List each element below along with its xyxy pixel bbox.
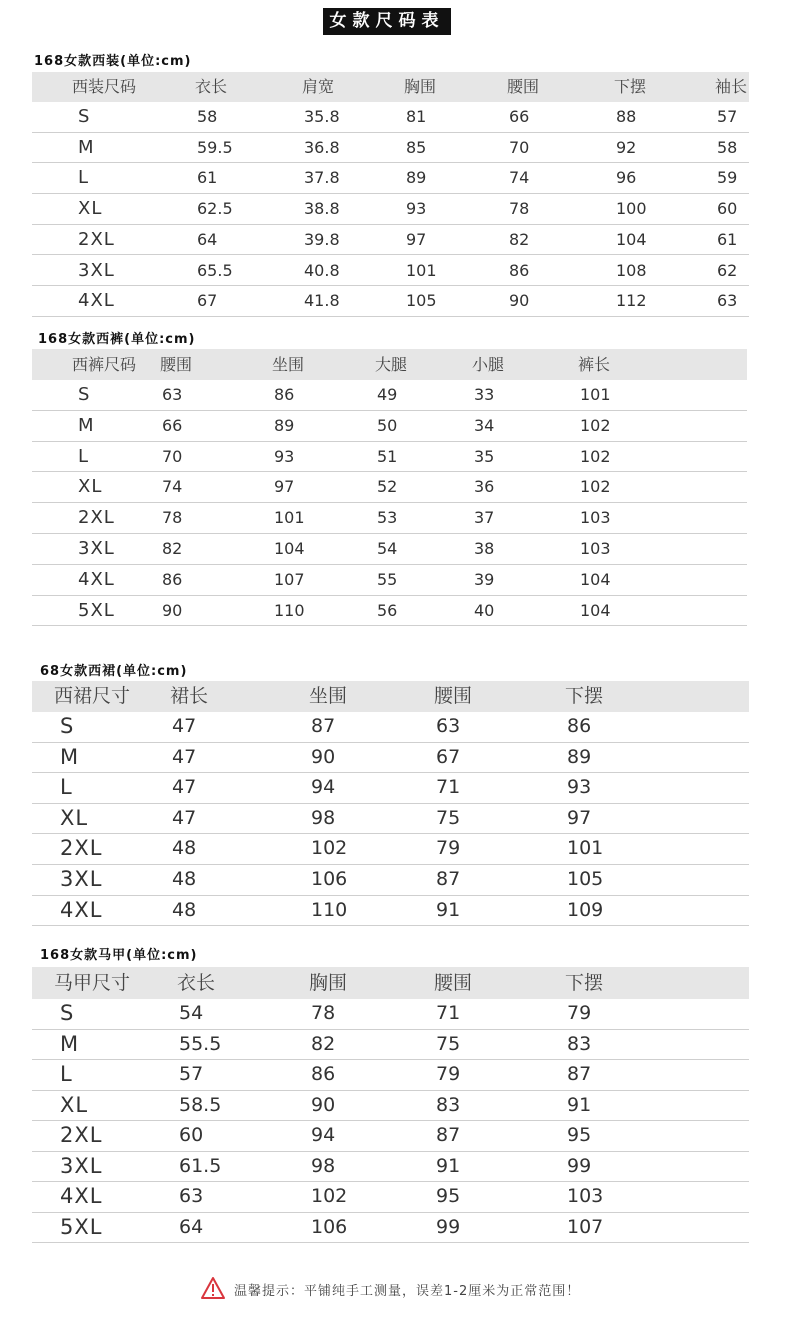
measurement-cell: 82 (162, 539, 183, 558)
measurement-cell: 75 (436, 806, 461, 829)
measurement-cell: 104 (616, 229, 647, 249)
table-header-row (32, 349, 747, 380)
table-row (32, 1091, 749, 1122)
table-row (32, 1030, 749, 1061)
size-label-cell: 3XL (78, 259, 115, 281)
measurement-cell: 59.5 (197, 137, 233, 157)
size-label-cell: M (78, 136, 95, 158)
table-title: 168女款西裤(单位:cm) (38, 332, 196, 347)
measurement-cell: 87 (567, 1063, 592, 1085)
table-row (32, 163, 749, 194)
measurement-cell: 54 (377, 539, 398, 558)
measurement-cell: 54 (179, 1002, 204, 1024)
table-row (32, 804, 749, 835)
footer-note (200, 1276, 600, 1302)
measurement-cell: 94 (311, 1124, 336, 1146)
table-row (32, 1182, 749, 1213)
measurement-cell: 86 (311, 1063, 336, 1085)
measurement-cell: 41.8 (304, 291, 340, 311)
measurement-cell: 64 (179, 1215, 204, 1238)
measurement-cell: 92 (616, 137, 637, 157)
column-header: 胸围 (309, 972, 348, 994)
measurement-cell: 78 (162, 508, 183, 528)
measurement-cell: 59 (717, 168, 738, 188)
measurement-cell: 102 (311, 1185, 348, 1207)
column-header: 大腿 (375, 355, 408, 374)
table-row (32, 1121, 749, 1152)
size-label-cell: L (60, 1062, 73, 1086)
measurement-cell: 95 (567, 1124, 592, 1146)
measurement-cell: 86 (162, 569, 183, 589)
measurement-cell: 89 (274, 415, 295, 435)
column-header: 西裙尺寸 (54, 685, 131, 707)
measurement-cell: 48 (172, 868, 197, 890)
measurement-cell: 105 (567, 868, 604, 890)
measurement-cell: 75 (436, 1032, 461, 1055)
table-title: 68女款西裙(单位:cm) (40, 664, 188, 679)
size-label-cell: L (78, 445, 90, 467)
measurement-cell: 37 (474, 508, 495, 528)
measurement-cell: 35 (474, 446, 495, 466)
measurement-cell: 106 (311, 868, 348, 890)
measurement-cell: 70 (509, 137, 530, 157)
column-header: 下摆 (565, 972, 604, 994)
column-header: 腰围 (434, 685, 473, 707)
measurement-cell: 61 (197, 168, 218, 188)
measurement-cell: 102 (580, 477, 611, 497)
size-label-cell: XL (78, 198, 103, 220)
size-label-cell: S (60, 714, 75, 738)
column-header: 袖长 (715, 77, 748, 96)
table-row (32, 256, 749, 287)
measurement-cell: 99 (436, 1215, 461, 1238)
measurement-cell: 98 (311, 1154, 336, 1177)
table-row (32, 1213, 749, 1244)
size-label-cell: 3XL (78, 538, 115, 559)
table-title: 168女款西装(单位:cm) (34, 54, 192, 69)
measurement-cell: 58 (197, 107, 218, 126)
measurement-cell: 83 (567, 1032, 592, 1055)
measurement-cell: 106 (311, 1215, 348, 1238)
size-label-cell: XL (60, 1092, 89, 1117)
measurement-cell: 60 (717, 199, 738, 219)
measurement-cell: 79 (436, 837, 461, 860)
measurement-cell: 61.5 (179, 1154, 222, 1177)
table-row (32, 503, 747, 534)
column-header: 腰围 (507, 77, 540, 96)
measurement-cell: 93 (406, 199, 427, 219)
measurement-cell: 74 (162, 477, 183, 497)
column-header: 腰围 (434, 972, 473, 994)
measurement-cell: 82 (311, 1032, 336, 1055)
column-header: 裙长 (170, 685, 209, 707)
measurement-cell: 57 (179, 1063, 204, 1085)
measurement-cell: 38 (474, 539, 495, 558)
measurement-cell: 101 (274, 508, 305, 528)
measurement-cell: 81 (406, 107, 427, 126)
measurement-cell: 103 (567, 1185, 604, 1207)
table-header-row (32, 72, 749, 102)
measurement-cell: 103 (580, 539, 611, 558)
measurement-cell: 64 (197, 229, 218, 249)
measurement-cell: 91 (567, 1093, 592, 1116)
column-header: 衣长 (177, 972, 216, 994)
size-label-cell: L (60, 775, 73, 800)
measurement-cell: 66 (509, 107, 530, 126)
table-row (32, 565, 747, 596)
measurement-cell: 47 (172, 806, 197, 829)
measurement-cell: 51 (377, 446, 398, 466)
table-row (32, 194, 749, 225)
measurement-cell: 104 (580, 600, 611, 620)
measurement-cell: 101 (567, 837, 604, 860)
measurement-cell: 91 (436, 898, 461, 921)
measurement-cell: 60 (179, 1124, 204, 1146)
measurement-cell: 87 (436, 1124, 461, 1146)
table-row (32, 380, 747, 411)
measurement-cell: 93 (274, 446, 295, 466)
table-row (32, 286, 749, 317)
warning-triangle-icon (200, 1276, 226, 1300)
table-title: 168女款马甲(单位:cm) (40, 948, 198, 963)
size-label-cell: 4XL (78, 290, 115, 312)
measurement-cell: 39 (474, 569, 495, 589)
size-label-cell: 3XL (60, 1153, 103, 1178)
measurement-cell: 39.8 (304, 229, 340, 249)
measurement-cell: 57 (717, 107, 738, 126)
measurement-cell: 107 (274, 569, 305, 589)
size-label-cell: 2XL (60, 836, 103, 861)
measurement-cell: 63 (162, 385, 183, 404)
column-header: 西装尺码 (72, 77, 137, 96)
measurement-cell: 89 (406, 168, 427, 188)
measurement-cell: 86 (274, 385, 295, 404)
measurement-cell: 33 (474, 385, 495, 404)
size-label-cell: L (78, 167, 90, 189)
column-header: 坐围 (309, 685, 348, 707)
measurement-cell: 47 (172, 776, 197, 799)
measurement-cell: 53 (377, 508, 398, 528)
measurement-cell: 47 (172, 715, 197, 737)
size-label-cell: S (60, 1001, 75, 1025)
measurement-cell: 66 (162, 415, 183, 435)
footer-text: 温馨提示：平铺纯手工测量，误差1-2厘米为正常范围！ (234, 1284, 581, 1299)
table-row (32, 865, 749, 896)
page-title: 女款尺码表 (323, 8, 451, 35)
table-header-row (32, 967, 749, 999)
measurement-cell: 90 (162, 600, 183, 620)
table-row (32, 411, 747, 442)
measurement-cell: 35.8 (304, 107, 340, 126)
measurement-cell: 103 (580, 508, 611, 528)
measurement-cell: 67 (197, 291, 218, 311)
column-header: 裤长 (578, 355, 611, 374)
table-row (32, 896, 749, 927)
measurement-cell: 93 (567, 776, 592, 799)
measurement-cell: 88 (616, 107, 637, 126)
measurement-cell: 79 (567, 1002, 592, 1024)
table-header-row (32, 681, 749, 712)
measurement-cell: 110 (274, 600, 305, 620)
table-row (32, 442, 747, 473)
measurement-cell: 102 (311, 837, 348, 860)
size-label-cell: 4XL (60, 897, 103, 922)
measurement-cell: 97 (274, 477, 295, 497)
size-label-cell: XL (60, 805, 89, 830)
table-row (32, 1152, 749, 1183)
column-header: 衣长 (195, 77, 228, 96)
measurement-cell: 78 (311, 1002, 336, 1024)
measurement-cell: 87 (436, 868, 461, 890)
measurement-cell: 85 (406, 137, 427, 157)
table-row (32, 1060, 749, 1091)
measurement-cell: 62 (717, 260, 738, 280)
measurement-cell: 97 (567, 806, 592, 829)
size-label-cell: M (78, 414, 95, 436)
column-header: 下摆 (565, 685, 604, 707)
size-label-cell: 2XL (78, 507, 115, 529)
column-header: 腰围 (160, 355, 193, 374)
measurement-cell: 36.8 (304, 137, 340, 157)
column-header: 坐围 (272, 355, 305, 374)
measurement-cell: 82 (509, 229, 530, 249)
measurement-cell: 67 (436, 745, 461, 768)
table-row (32, 999, 749, 1030)
measurement-cell: 101 (580, 385, 611, 404)
measurement-cell: 48 (172, 837, 197, 860)
column-header: 马甲尺寸 (54, 972, 131, 994)
size-label-cell: S (78, 384, 91, 405)
measurement-cell: 79 (436, 1063, 461, 1085)
measurement-cell: 71 (436, 776, 461, 799)
column-header: 西裤尺码 (72, 355, 137, 374)
measurement-cell: 70 (162, 446, 183, 466)
measurement-cell: 90 (311, 745, 336, 768)
table-row (32, 596, 747, 627)
measurement-cell: 48 (172, 898, 197, 921)
column-header: 小腿 (472, 355, 505, 374)
size-label-cell: S (78, 106, 91, 127)
size-label-cell: 4XL (78, 568, 115, 590)
measurement-cell: 65.5 (197, 260, 233, 280)
measurement-cell: 63 (179, 1185, 204, 1207)
measurement-cell: 89 (567, 745, 592, 768)
measurement-cell: 90 (311, 1093, 336, 1116)
measurement-cell: 40 (474, 600, 495, 620)
measurement-cell: 110 (311, 898, 348, 921)
size-label-cell: M (60, 744, 80, 769)
measurement-cell: 71 (436, 1002, 461, 1024)
measurement-cell: 52 (377, 477, 398, 497)
measurement-cell: 97 (406, 229, 427, 249)
measurement-cell: 104 (274, 539, 305, 558)
table-row (32, 133, 749, 164)
measurement-cell: 58 (717, 137, 738, 157)
measurement-cell: 91 (436, 1154, 461, 1177)
measurement-cell: 38.8 (304, 199, 340, 219)
size-label-cell: M (60, 1031, 80, 1056)
size-label-cell: 2XL (78, 228, 115, 250)
measurement-cell: 90 (509, 291, 530, 311)
table-row (32, 534, 747, 565)
measurement-cell: 47 (172, 745, 197, 768)
measurement-cell: 63 (436, 715, 461, 737)
measurement-cell: 86 (567, 715, 592, 737)
table-row (32, 834, 749, 865)
measurement-cell: 105 (406, 291, 437, 311)
size-label-cell: XL (78, 476, 103, 498)
table-row (32, 225, 749, 256)
measurement-cell: 100 (616, 199, 647, 219)
measurement-cell: 96 (616, 168, 637, 188)
column-header: 肩宽 (302, 77, 335, 96)
measurement-cell: 55 (377, 569, 398, 589)
measurement-cell: 61 (717, 229, 738, 249)
measurement-cell: 102 (580, 415, 611, 435)
measurement-cell: 62.5 (197, 199, 233, 219)
measurement-cell: 95 (436, 1185, 461, 1207)
table-row (32, 743, 749, 774)
measurement-cell: 56 (377, 600, 398, 620)
size-label-cell: 2XL (60, 1123, 103, 1147)
measurement-cell: 40.8 (304, 260, 340, 280)
size-label-cell: 5XL (60, 1214, 103, 1239)
measurement-cell: 63 (717, 291, 738, 311)
measurement-cell: 109 (567, 898, 604, 921)
size-label-cell: 4XL (60, 1184, 103, 1208)
measurement-cell: 112 (616, 291, 647, 311)
measurement-cell: 50 (377, 415, 398, 435)
column-header: 胸围 (404, 77, 437, 96)
measurement-cell: 98 (311, 806, 336, 829)
size-label-cell: 5XL (78, 599, 115, 621)
measurement-cell: 37.8 (304, 168, 340, 188)
measurement-cell: 87 (311, 715, 336, 737)
measurement-cell: 78 (509, 199, 530, 219)
measurement-cell: 49 (377, 385, 398, 404)
measurement-cell: 94 (311, 776, 336, 799)
measurement-cell: 74 (509, 168, 530, 188)
table-row (32, 102, 749, 133)
table-row (32, 712, 749, 743)
measurement-cell: 58.5 (179, 1093, 222, 1116)
measurement-cell: 83 (436, 1093, 461, 1116)
table-row (32, 773, 749, 804)
size-label-cell: 3XL (60, 867, 103, 891)
column-header: 下摆 (614, 77, 647, 96)
measurement-cell: 104 (580, 569, 611, 589)
measurement-cell: 102 (580, 446, 611, 466)
measurement-cell: 99 (567, 1154, 592, 1177)
measurement-cell: 55.5 (179, 1032, 222, 1055)
measurement-cell: 34 (474, 415, 495, 435)
measurement-cell: 86 (509, 260, 530, 280)
table-row (32, 472, 747, 503)
measurement-cell: 108 (616, 260, 647, 280)
measurement-cell: 36 (474, 477, 495, 497)
measurement-cell: 107 (567, 1215, 604, 1238)
measurement-cell: 101 (406, 260, 437, 280)
